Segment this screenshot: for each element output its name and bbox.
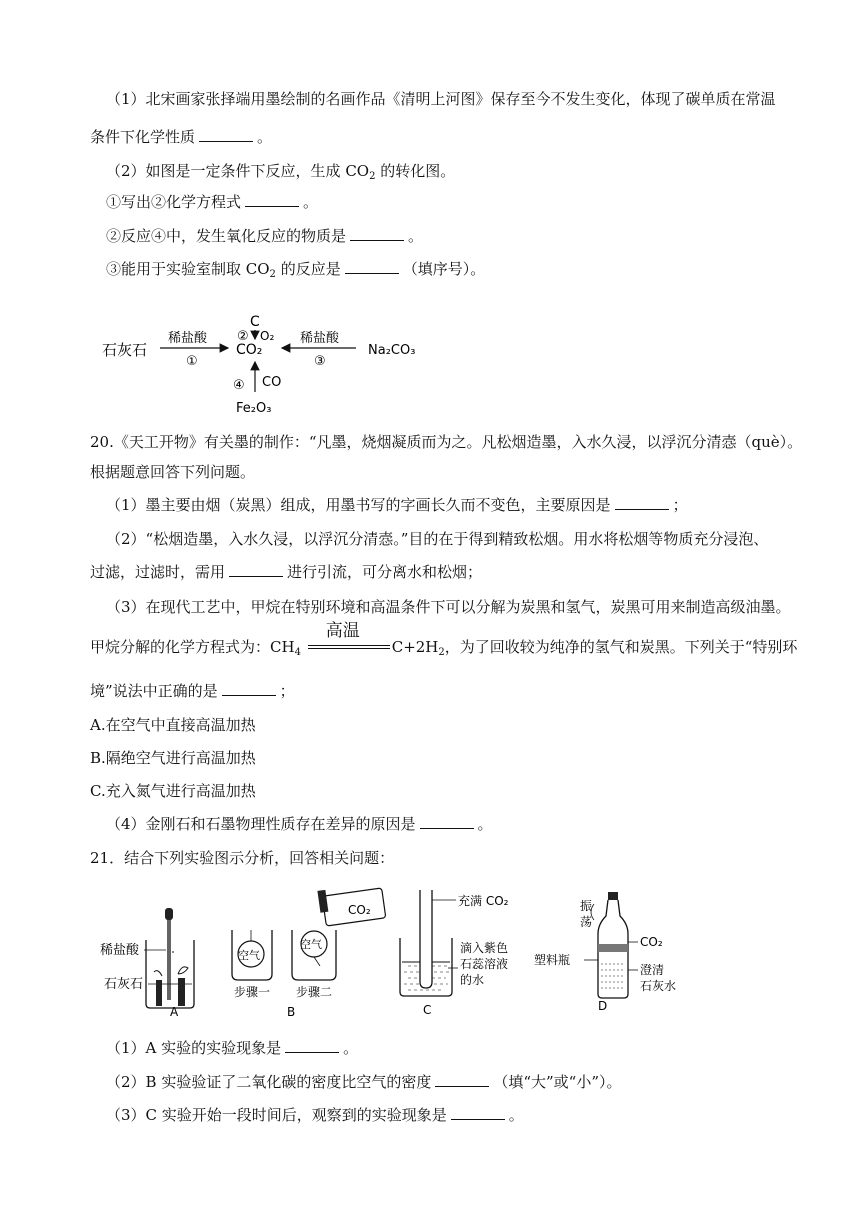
q20-intro-line1 bbox=[90, 431, 802, 453]
figD-shake-label-2: 荡 bbox=[580, 915, 593, 929]
diagram-carbon-label: C bbox=[250, 314, 260, 330]
q20-part3-text-a: （3）在现代工艺中，甲烷在特别环境和高温条件下可以分解为炭黑和氢气，炭黑可用来制造高级油墨。 bbox=[106, 598, 791, 616]
figB-caption: B bbox=[287, 1005, 296, 1019]
figB-step1-label: 步骤一 bbox=[234, 985, 271, 999]
figD-limewater-label-2: 石灰水 bbox=[640, 979, 677, 993]
figure-a-beaker bbox=[146, 908, 194, 1008]
figD-co2-label: CO₂ bbox=[640, 935, 663, 949]
q19-sub3-tail: （填序号）。 bbox=[402, 260, 486, 278]
q21-part3-end: 。 bbox=[508, 1106, 524, 1124]
figC-drop-label-2: 石蕊溶液 bbox=[460, 957, 509, 971]
figD-bottle-label: 塑料瓶 bbox=[534, 953, 571, 967]
q20-equation-reactant: 甲烷分解的化学方程式为：CH bbox=[90, 638, 295, 656]
figure-b-step2-beaker bbox=[292, 888, 386, 980]
q19-sub3-line: ③能用于实验室制取 $CO_2$ 的反应是 （填序号）。 bbox=[106, 260, 486, 280]
diagram-co-label: CO bbox=[262, 375, 282, 390]
q20-option-c-text: C.充入氮气进行高温加热 bbox=[90, 782, 256, 800]
q21-experiment-figures bbox=[98, 884, 698, 1020]
diagram-fe2o3-label: Fe₂O₃ bbox=[236, 401, 272, 416]
figB-co2-label: CO₂ bbox=[348, 903, 371, 917]
figB-air1-label: 空气 bbox=[238, 949, 260, 962]
figD-caption: D bbox=[598, 999, 608, 1013]
diagram-acid3-label: 稀盐酸 bbox=[300, 331, 340, 346]
q19-part1-text-b: 条件下化学性质 bbox=[90, 128, 196, 146]
q21-part3-line bbox=[106, 1104, 524, 1126]
answer-blank[interactable] bbox=[199, 127, 253, 142]
reaction-condition-text: 高温 bbox=[325, 621, 360, 641]
q21-part2-text: （2）B 实验验证了二氧化碳的密度比空气的密度 bbox=[106, 1073, 432, 1091]
q20-option-b[interactable] bbox=[90, 747, 256, 769]
q20-part1-end: ； bbox=[672, 496, 688, 514]
q19-part2-text: （2）如图是一定条件下反应，生成 CO bbox=[106, 162, 370, 180]
q19-part2-line: （2）如图是一定条件下反应，生成 $CO_2$ 的转化图。 bbox=[106, 162, 456, 182]
diagram-acid1-label: 稀盐酸 bbox=[168, 331, 208, 346]
q21-part3-text: （3）C 实验开始一段时间后，观察到的实验现象是 bbox=[106, 1106, 447, 1124]
q19-sub1-end: 。 bbox=[303, 193, 319, 211]
diagram-step1-number: ① bbox=[186, 354, 198, 369]
q20-part2-line1 bbox=[106, 528, 768, 550]
figB-air2-label: 空气 bbox=[300, 938, 322, 951]
q19-sub1-text: ①写出②化学方程式 bbox=[106, 193, 242, 211]
q20-part2-text-b: 过滤，过滤时，需用 bbox=[90, 563, 226, 581]
figC-drop-label-1: 滴入紫色 bbox=[460, 941, 509, 955]
q20-part2-end: 进行引流，可分离水和松烟； bbox=[287, 563, 483, 581]
diagram-limestone-label: 石灰石 bbox=[102, 341, 148, 359]
figD-limewater-label-1: 澄清 bbox=[640, 963, 665, 977]
q19-part1-end: 。 bbox=[257, 128, 273, 146]
diagram-na2co3-label: Na₂CO₃ bbox=[368, 343, 416, 358]
q20-part2-text-a: （2）“松烟造墨，入水久浸，以浮沉分清悫。”目的在于得到精致松烟。用水将松烟等物质充分浸泡、 bbox=[106, 530, 769, 548]
answer-blank[interactable] bbox=[420, 814, 474, 829]
figure-c-test-tube-in-beaker bbox=[400, 890, 458, 996]
reaction-condition bbox=[306, 621, 392, 658]
equation-bar-top bbox=[308, 645, 390, 646]
q20-option-c[interactable] bbox=[90, 780, 256, 802]
figD-shake-label-1: 振 bbox=[580, 899, 593, 913]
q20-part4-end: 。 bbox=[477, 815, 493, 833]
q20-equation-products: C+2H bbox=[391, 638, 439, 656]
q20-part2-line2 bbox=[90, 561, 482, 583]
diagram-step3-number: ③ bbox=[314, 354, 326, 369]
answer-blank[interactable] bbox=[451, 1105, 505, 1120]
q20-part1-line bbox=[106, 494, 688, 516]
figA-caption: A bbox=[170, 1005, 179, 1019]
q21-part1-text: （1）A 实验的实验现象是 bbox=[106, 1039, 282, 1057]
q20-part3-text-b: ，为了回收较为纯净的氢气和炭黑。下列关于“特别环 bbox=[444, 638, 798, 656]
answer-blank[interactable] bbox=[245, 192, 299, 207]
q20-intro-line2 bbox=[90, 461, 255, 483]
figA-acid-label: 稀盐酸 bbox=[100, 943, 140, 958]
q20-part3-line2: 甲烷分解的化学方程式为：$CH_4$ 高温 $C+2H_2$，为了回收较为纯净的氢气和炭黑。下列关于“特别环 bbox=[90, 621, 798, 658]
q20-intro-b: 根据题意回答下列问题。 bbox=[90, 463, 256, 481]
diagram-o2-label: O₂ bbox=[260, 329, 275, 343]
answer-blank[interactable] bbox=[435, 1072, 489, 1087]
q21-part1-line bbox=[106, 1037, 358, 1059]
figC-full-co2-label: 充满 CO₂ bbox=[458, 894, 509, 908]
answer-blank[interactable] bbox=[222, 681, 276, 696]
q19-part1-line2 bbox=[90, 126, 272, 148]
q20-part3-text-c: 境”说法中正确的是 bbox=[90, 682, 218, 700]
diagram-co2-center: CO₂ bbox=[236, 342, 263, 358]
q19-part1-line1 bbox=[106, 88, 776, 110]
q19-sub2-text: ②反应④中，发生氧化反应的物质是 bbox=[106, 227, 347, 245]
diagram-step4-number: ④ bbox=[233, 378, 245, 393]
q19-part1-text-a: （1）北宋画家张择端用墨绘制的名画作品《清明上河图》保存至今不发生变化，体现了碳单质在常温 bbox=[106, 90, 776, 108]
q20-part4-text: （4）金刚石和石墨物理性质存在差异的原因是 bbox=[106, 815, 416, 833]
q19-sub3-mid: 的反应是 bbox=[275, 260, 341, 278]
q20-part3-line1 bbox=[106, 596, 791, 618]
answer-blank[interactable] bbox=[285, 1038, 339, 1053]
answer-blank[interactable] bbox=[615, 495, 669, 510]
figure-d-plastic-bottle bbox=[584, 892, 638, 998]
figC-caption: C bbox=[423, 1003, 432, 1017]
figB-step2-label: 步骤二 bbox=[296, 985, 333, 999]
co2-conversion-diagram bbox=[100, 312, 430, 418]
q21-part1-end: 。 bbox=[343, 1039, 359, 1057]
q20-option-b-text: B.隔绝空气进行高温加热 bbox=[90, 749, 256, 767]
q19-sub3-text: ③能用于实验室制取 CO bbox=[106, 260, 270, 278]
q20-option-a[interactable] bbox=[90, 714, 256, 736]
figA-limestone-label: 石灰石 bbox=[104, 977, 144, 992]
q20-part3-end: ； bbox=[279, 682, 295, 700]
q19-sub2-line bbox=[106, 225, 423, 247]
q21-part2-line bbox=[106, 1071, 622, 1093]
q19-sub2-end: 。 bbox=[408, 227, 424, 245]
answer-blank[interactable] bbox=[345, 259, 399, 274]
q20-intro-a: 20.《天工开物》有关墨的制作：“凡墨，烧烟凝质而为之。凡松烟造墨，入水久浸，以浮沉分清悫（què）。 bbox=[90, 433, 803, 451]
equation-bar-bottom bbox=[308, 648, 390, 649]
diagram-step2-number: ② bbox=[237, 329, 249, 344]
figC-drop-label-3: 的水 bbox=[460, 973, 485, 987]
q20-option-a-text: A.在空气中直接高温加热 bbox=[90, 716, 256, 734]
answer-blank[interactable] bbox=[350, 226, 404, 241]
q20-part1-text: （1）墨主要由烟（炭黑）组成，用墨书写的字画长久而不变色，主要原因是 bbox=[106, 496, 611, 514]
q19-sub1-line bbox=[106, 191, 318, 213]
q20-part3-line3 bbox=[90, 680, 295, 702]
q21-part2-end: （填“大”或“小”）。 bbox=[493, 1073, 622, 1091]
q21-intro-text: 21．结合下列实验图示分析，回答相关问题： bbox=[90, 849, 395, 867]
q20-part4-line bbox=[106, 813, 493, 835]
answer-blank[interactable] bbox=[229, 562, 283, 577]
q19-part2-end: 的转化图。 bbox=[375, 162, 456, 180]
q21-intro-line bbox=[90, 847, 394, 869]
